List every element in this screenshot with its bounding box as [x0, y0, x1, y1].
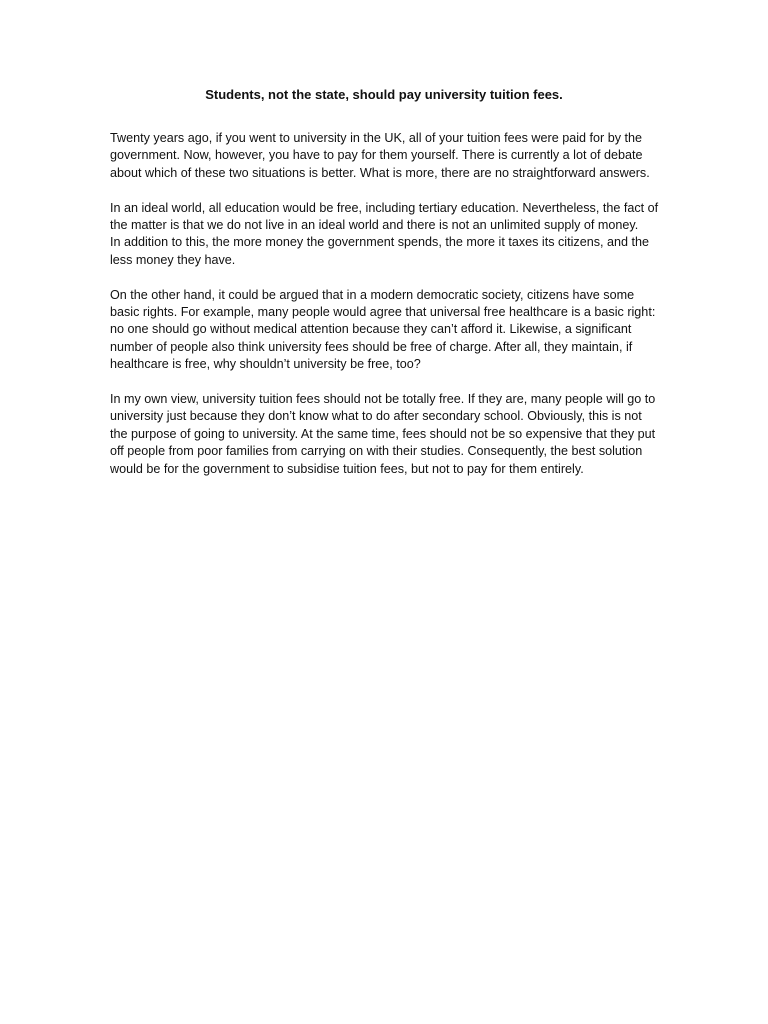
paragraph-counterargument: On the other hand, it could be argued that in a modern democratic society, citizens have some basic rights. For example, many people would agree that universal free healthcare is a basic right: no one should go without medical attention because they can’t afford it. Likewise, a significant number of people also think university fees should be free of charge. After all, they maintain, if healthcare is free, why shouldn’t university be free, too? — [110, 287, 656, 372]
paragraph-conclusion: In my own view, university tuition fees should not be totally free. If they are, many people will go to university just because they don’t know what to do after secondary school. Obviously, this is not the purpose of going to university. At the same time, fees should not be so expensive that they put off people from poor families from carrying on with their studies. Consequently, the best solution would be for the government to subsidise tuition fees, but not to pay for them entirely. — [110, 392, 656, 476]
essay-body — [110, 130, 662, 495]
paragraph-taxes: In addition to this, the more money the government spends, the more it taxes its citizens, and the less money they have. — [110, 235, 650, 267]
paragraph-ideal-world: In an ideal world, all education would be free, including tertiary education. Nevertheless, the fact of the matter is that we do not live in an ideal world and there is not an unlimited supply of money. — [110, 200, 659, 233]
essay-title: Students, not the state, should pay university tuition fees. — [205, 87, 563, 102]
paragraph-introduction: Twenty years ago, if you went to university in the UK, all of your tuition fees were paid for by the government. Now, however, you have to pay for them yourself. There is currently a lot of debate about which of these two situations is better. What is more, there are no straightforward answers. — [110, 131, 650, 180]
